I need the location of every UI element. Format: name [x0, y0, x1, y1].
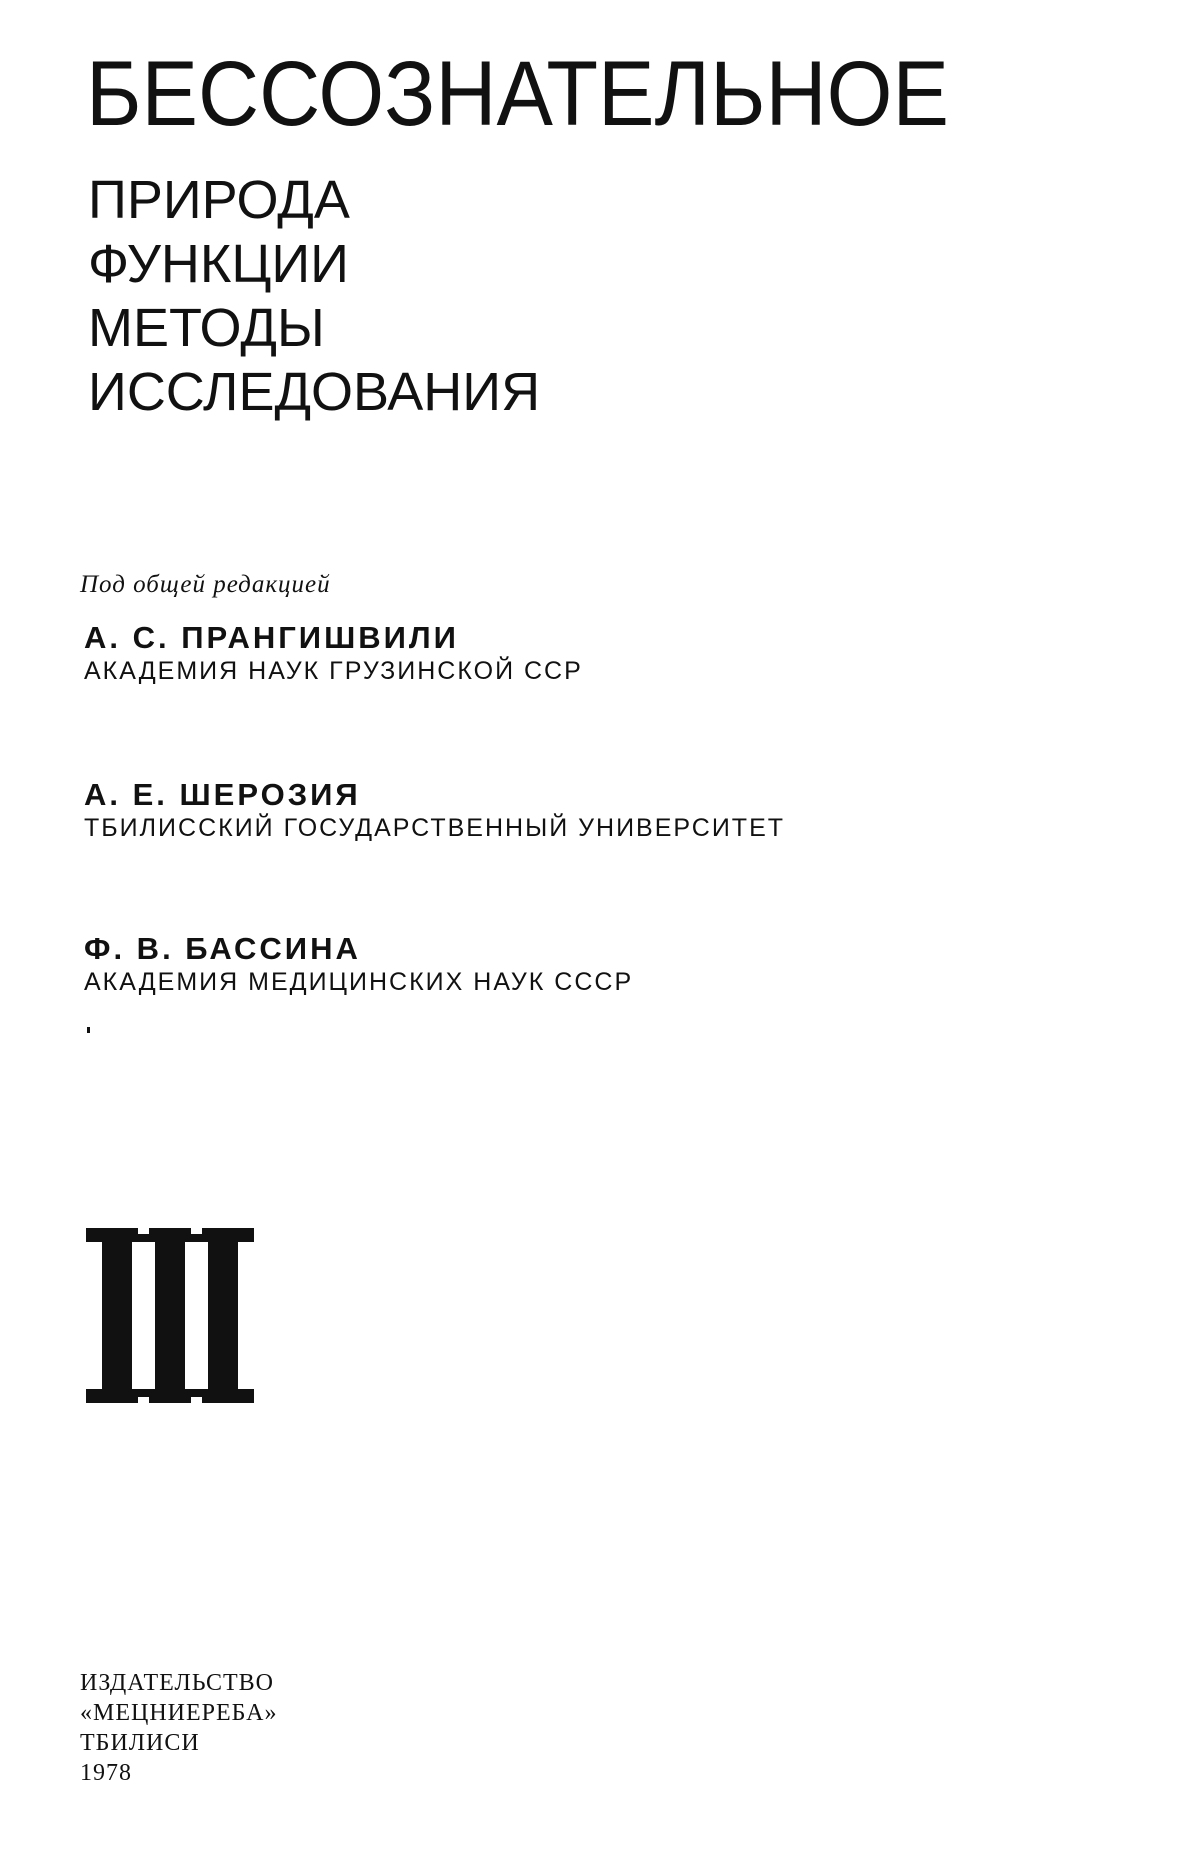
publisher-imprint	[80, 1668, 277, 1788]
editor-name: Ф. В. БАССИНА	[84, 931, 361, 966]
editor-affiliation: АКАДЕМИЯ МЕДИЦИНСКИХ НАУК СССР	[84, 968, 634, 996]
editor-entry	[84, 931, 633, 997]
editor-affiliation: АКАДЕМИЯ НАУК ГРУЗИНСКОЙ ССР	[84, 657, 583, 685]
subtitle-line: ИССЛЕДОВАНИЯ	[88, 362, 541, 422]
publisher-city: ТБИЛИСИ	[80, 1730, 200, 1756]
publication-year: 1978	[80, 1760, 132, 1786]
subtitle	[88, 168, 540, 424]
publisher-name: «МЕЦНИЕРЕБА»	[80, 1700, 278, 1726]
book-title: БЕССОЗНАТЕЛЬНОЕ	[86, 43, 949, 145]
editor-caption: Под общей редакцией	[80, 571, 331, 598]
editor-name: А. С. ПРАНГИШВИЛИ	[84, 620, 459, 655]
editor-name: А. Е. ШЕРОЗИЯ	[84, 777, 361, 812]
subtitle-line: ФУНКЦИИ	[88, 234, 349, 294]
print-speck	[87, 1027, 90, 1033]
editor-affiliation: ТБИЛИССКИЙ ГОСУДАРСТВЕННЫЙ УНИВЕРСИТЕТ	[84, 814, 786, 842]
subtitle-line: МЕТОДЫ	[88, 298, 325, 358]
subtitle-line: ПРИРОДА	[88, 170, 350, 230]
volume-numeral	[86, 1228, 254, 1403]
editor-entry	[84, 777, 785, 843]
editor-entry	[84, 620, 583, 686]
publisher-label: ИЗДАТЕЛЬСТВО	[80, 1670, 274, 1696]
